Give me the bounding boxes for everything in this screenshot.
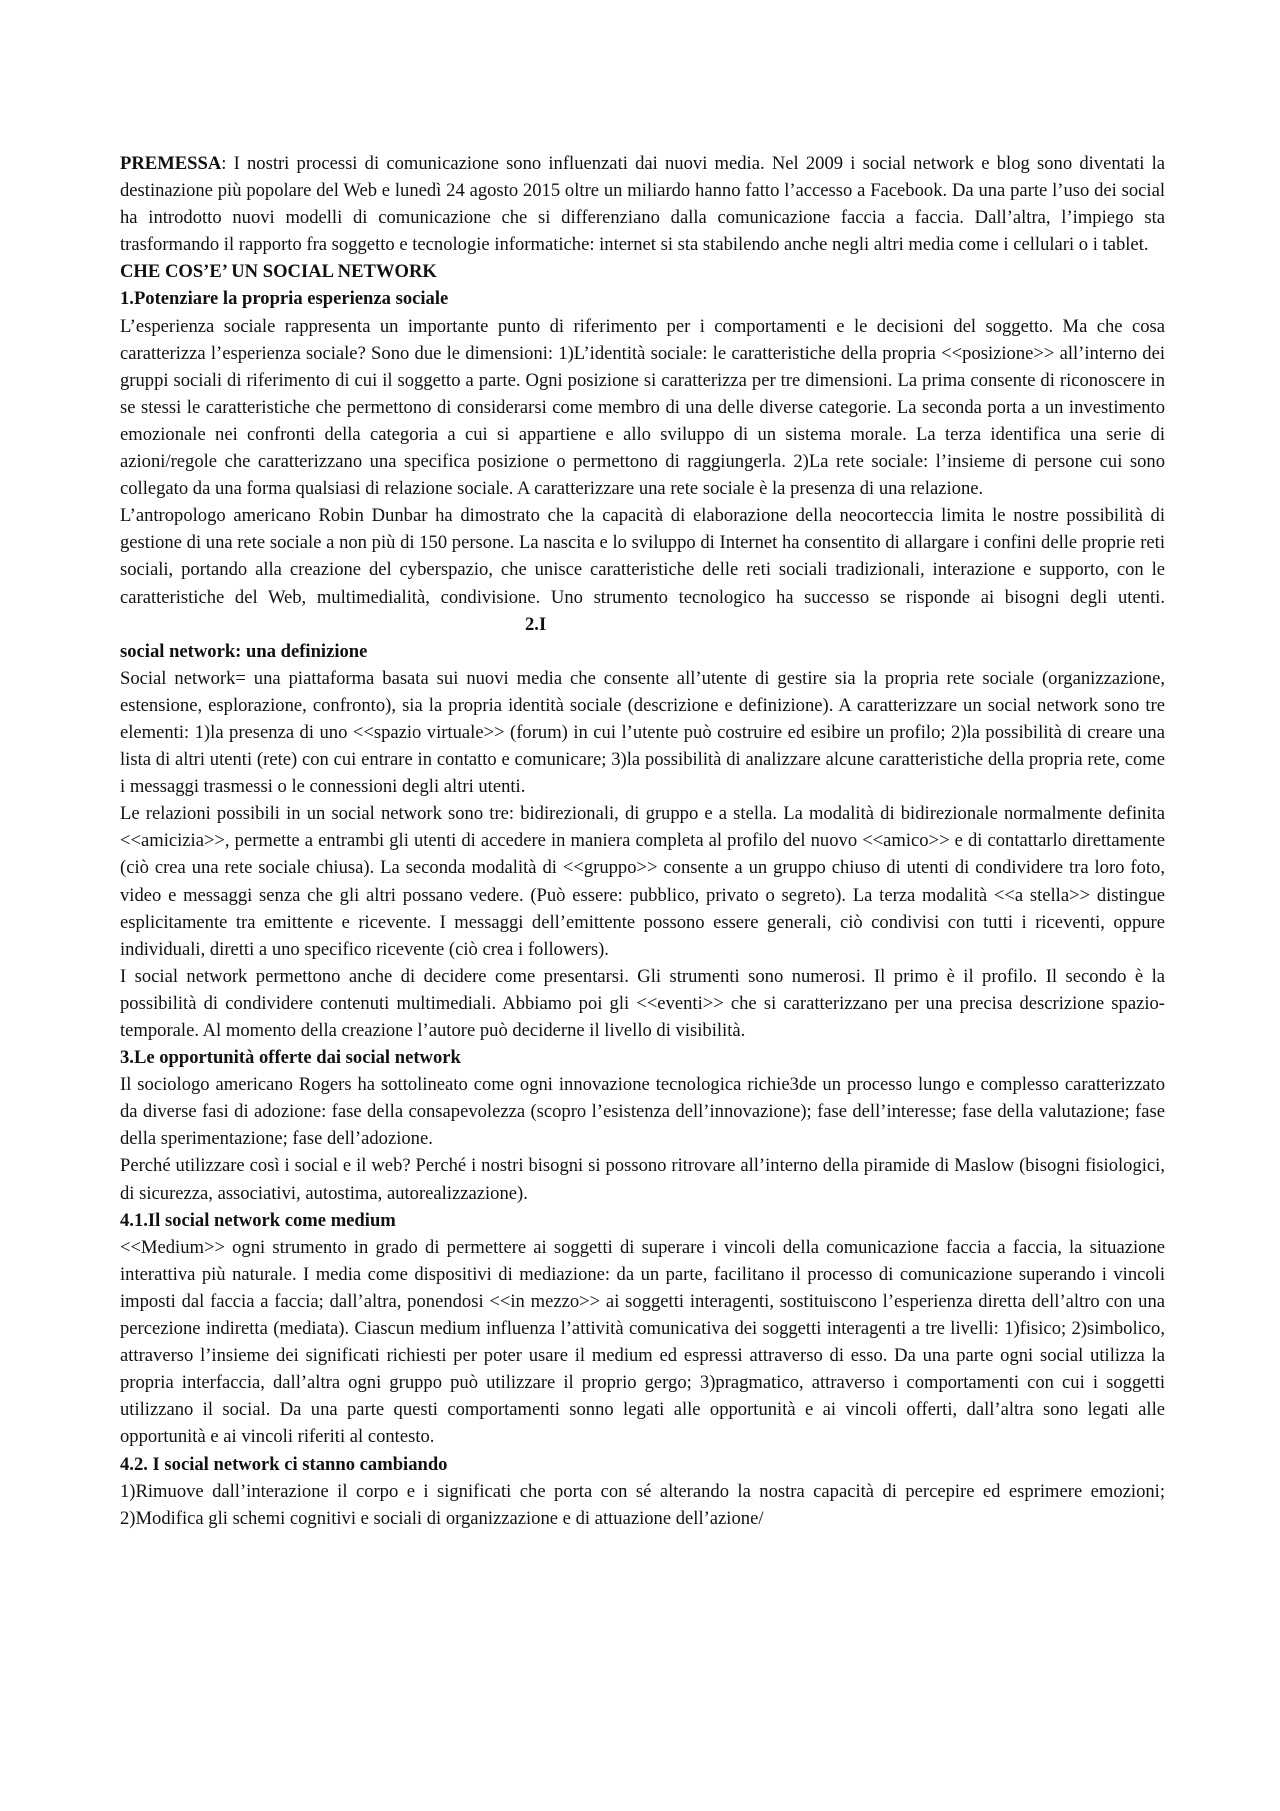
paragraph-definition: Social network= una piattaforma basata sui nuovi media che consente all’utente di gestire sia la propria rete sociale (organizzazione, estensione, esplorazione, confronto), sia la propria identità sociale (descrizione e definizione). A caratterizzare un social network sono tre elementi: 1)la presenza di uno <<spazio virtuale>> (forum) in cui l’utente può costruire ed esibire un profilo; 2)la possibilità di creare una lista di altri utenti (rete) con cui entrare in contatto e comunicare; 3)la possibilità di analizzare alcune caratteristiche della propria rete, come i messaggi trasmessi o le connessioni degli altri utenti. [120, 667, 1165, 798]
intro-text: : I nostri processi di comunicazione sono influenzati dai nuovi media. Nel 2009 i social network e blog sono diventati la destinazione più popolare del Web e lunedì 24 agosto 2015 oltre un miliardo hanno fatto l’accesso a Facebook. Da una parte l’uso dei social ha introdotto nuovi modelli di comunicazione che si differenziano dalla comunicazione faccia a faccia. Dall’altra, l’impiego sta trasformando il rapporto fra soggetto e tecnologie informatiche: internet si sta stabilendo anche negli altri media come i cellulari o i tablet. [120, 153, 1165, 256]
paragraph-identity: L’esperienza sociale rappresenta un importante punto di riferimento per i comportamenti e le decisioni del soggetto. Ma che cosa caratterizza l’esperienza sociale? Sono due le dimensioni: 1)L’identità sociale: le caratteristiche della propria <<posizione>> all’interno dei gruppi sociali di riferimento di cui il soggetto a parte. Ogni posizione si caratterizza per tre dimensioni. La prima consente di riconoscere in se stessi le caratteristiche che permettono di considerarsi come membro di una delle diverse categorie. La seconda porta a un investimento emozionale nei confronti della categoria a cui si appartiene e allo sviluppo di un sistema morale. La terza identifica una serie di azioni/regole che caratterizzano una specifica posizione o permettono di raggiungerla. 2)La rete sociale: l’insieme di persone cui sono collegato da una forma qualsiasi di relazione sociale. A caratterizzare una rete sociale è la presenza di una relazione. [120, 315, 1165, 500]
paragraph-maslow: Perché utilizzare così i social e il web? Perché i nostri bisogni si possono ritrovare all’interno della piramide di Maslow (bisogni fisiologici, di sicurezza, associativi, autostima, autorealizzazione). [120, 1155, 1165, 1204]
section-heading-2: social network: una definizione [120, 640, 368, 662]
section-heading-3: 3.Le opportunità offerte dai social network [120, 1047, 461, 1069]
document-body [120, 150, 1165, 1532]
section-heading-5: 4.2. I social network ci stanno cambiando [120, 1453, 448, 1475]
intro-paragraph [120, 150, 1165, 258]
intro-label: PREMESSA [120, 153, 222, 174]
section-heading-4: 4.1.Il social network come medium [120, 1209, 396, 1231]
section-heading-2-start: 2.I [525, 613, 547, 635]
paragraph-rogers: Il sociologo americano Rogers ha sottolineato come ogni innovazione tecnologica richie3de un processo lungo e complesso caratterizzato da diverse fasi di adozione: fase della consapevolezza (scopro l’esistenza dell’innovazione); fase dell’interesse; fase della valutazione; fase della sperimentazione; fase dell’adozione. [120, 1074, 1165, 1150]
paragraph-medium: <<Medium>> ogni strumento in grado di permettere ai soggetti di superare i vincoli della comunicazione faccia a faccia, la situazione interattiva più naturale. I media come dispositivi di mediazione: da un parte, facilitano il processo di comunicazione superando i vincoli imposti dal faccia a faccia; dall’altra, ponendosi <<in mezzo>> ai soggetti interagenti, sostituiscono l’esperienza diretta dell’altro con una percezione indiretta (mediata). Ciascun medium influenza l’attività comunicativa dei soggetti interagenti a tre livelli: 1)fisico; 2)simbolico, attraverso l’insieme dei significati richiesti per poter usare il medium ed espressi attraverso di esso. Da una parte ogni social utilizza la propria interfaccia, dall’altra ogni gruppo può utilizzare il proprio gergo; 3)pragmatico, attraverso i comportamenti con cui i soggetti utilizzano il social. Da una parte questi comportamenti sonno legati alle opportunità e ai vincoli offerti, dall’altra sono legati alle opportunità e ai vincoli riferiti al contesto. [120, 1236, 1165, 1448]
paragraph-dunbar [120, 502, 1165, 637]
paragraph-presentation: I social network permettono anche di decidere come presentarsi. Gli strumenti sono numerosi. Il primo è il profilo. Il secondo è la possibilità di condividere contenuti multimediali. Abbiamo poi gli <<eventi>> che si caratterizzano per una precisa descrizione spazio-temporale. Al momento della creazione l’autore può deciderne il livello di visibilità. [120, 965, 1165, 1041]
paragraph-relations: Le relazioni possibili in un social network sono tre: bidirezionali, di gruppo e a stella. La modalità di bidirezionale normalmente definita <<amicizia>>, permette a entrambi gli utenti di accedere in maniera completa al profilo del nuovo <<amico>> e di contattarlo direttamente (ciò crea una rete sociale chiusa). La seconda modalità di <<gruppo>> consente a un gruppo chiuso di utenti di condividere tra loro foto, video e messaggi senza che gli altri possano vedere. (Può essere: pubblico, privato o segreto). La terza modalità <<a stella>> distingue esplicitamente tra emittente e ricevente. I messaggi dell’emittente possono essere generali, ciò condivisi con tutti i riceventi, oppure individuali, diretti a uno specifico ricevente (ciò crea i followers). [120, 803, 1165, 960]
section-heading-1: 1.Potenziare la propria esperienza sociale [120, 288, 449, 310]
paragraph-dunbar-text: L’antropologo americano Robin Dunbar ha dimostrato che la capacità di elaborazione della neocorteccia limita le nostre possibilità di gestione di una rete sociale a non più di 150 persone. La nascita e lo sviluppo di Internet ha consentito di allargare i confini delle proprie reti sociali, portando alla creazione del cyberspazio, che unisce caratteristiche delle reti sociali tradizionali, interazione e supporto, con le caratteristiche del Web, multimedialità, condivisione. Uno strumento tecnologico ha successo se risponde ai bisogni degli utenti. [120, 505, 1165, 608]
document-title: CHE COS’E’ UN SOCIAL NETWORK [120, 261, 437, 283]
paragraph-changes: 1)Rimuove dall’interazione il corpo e i significati che porta con sé alterando la nostra capacità di percepire ed esprimere emozioni; 2)Modifica gli schemi cognitivi e sociali di organizzazione e di attuazione dell’azione/ [120, 1480, 1165, 1529]
